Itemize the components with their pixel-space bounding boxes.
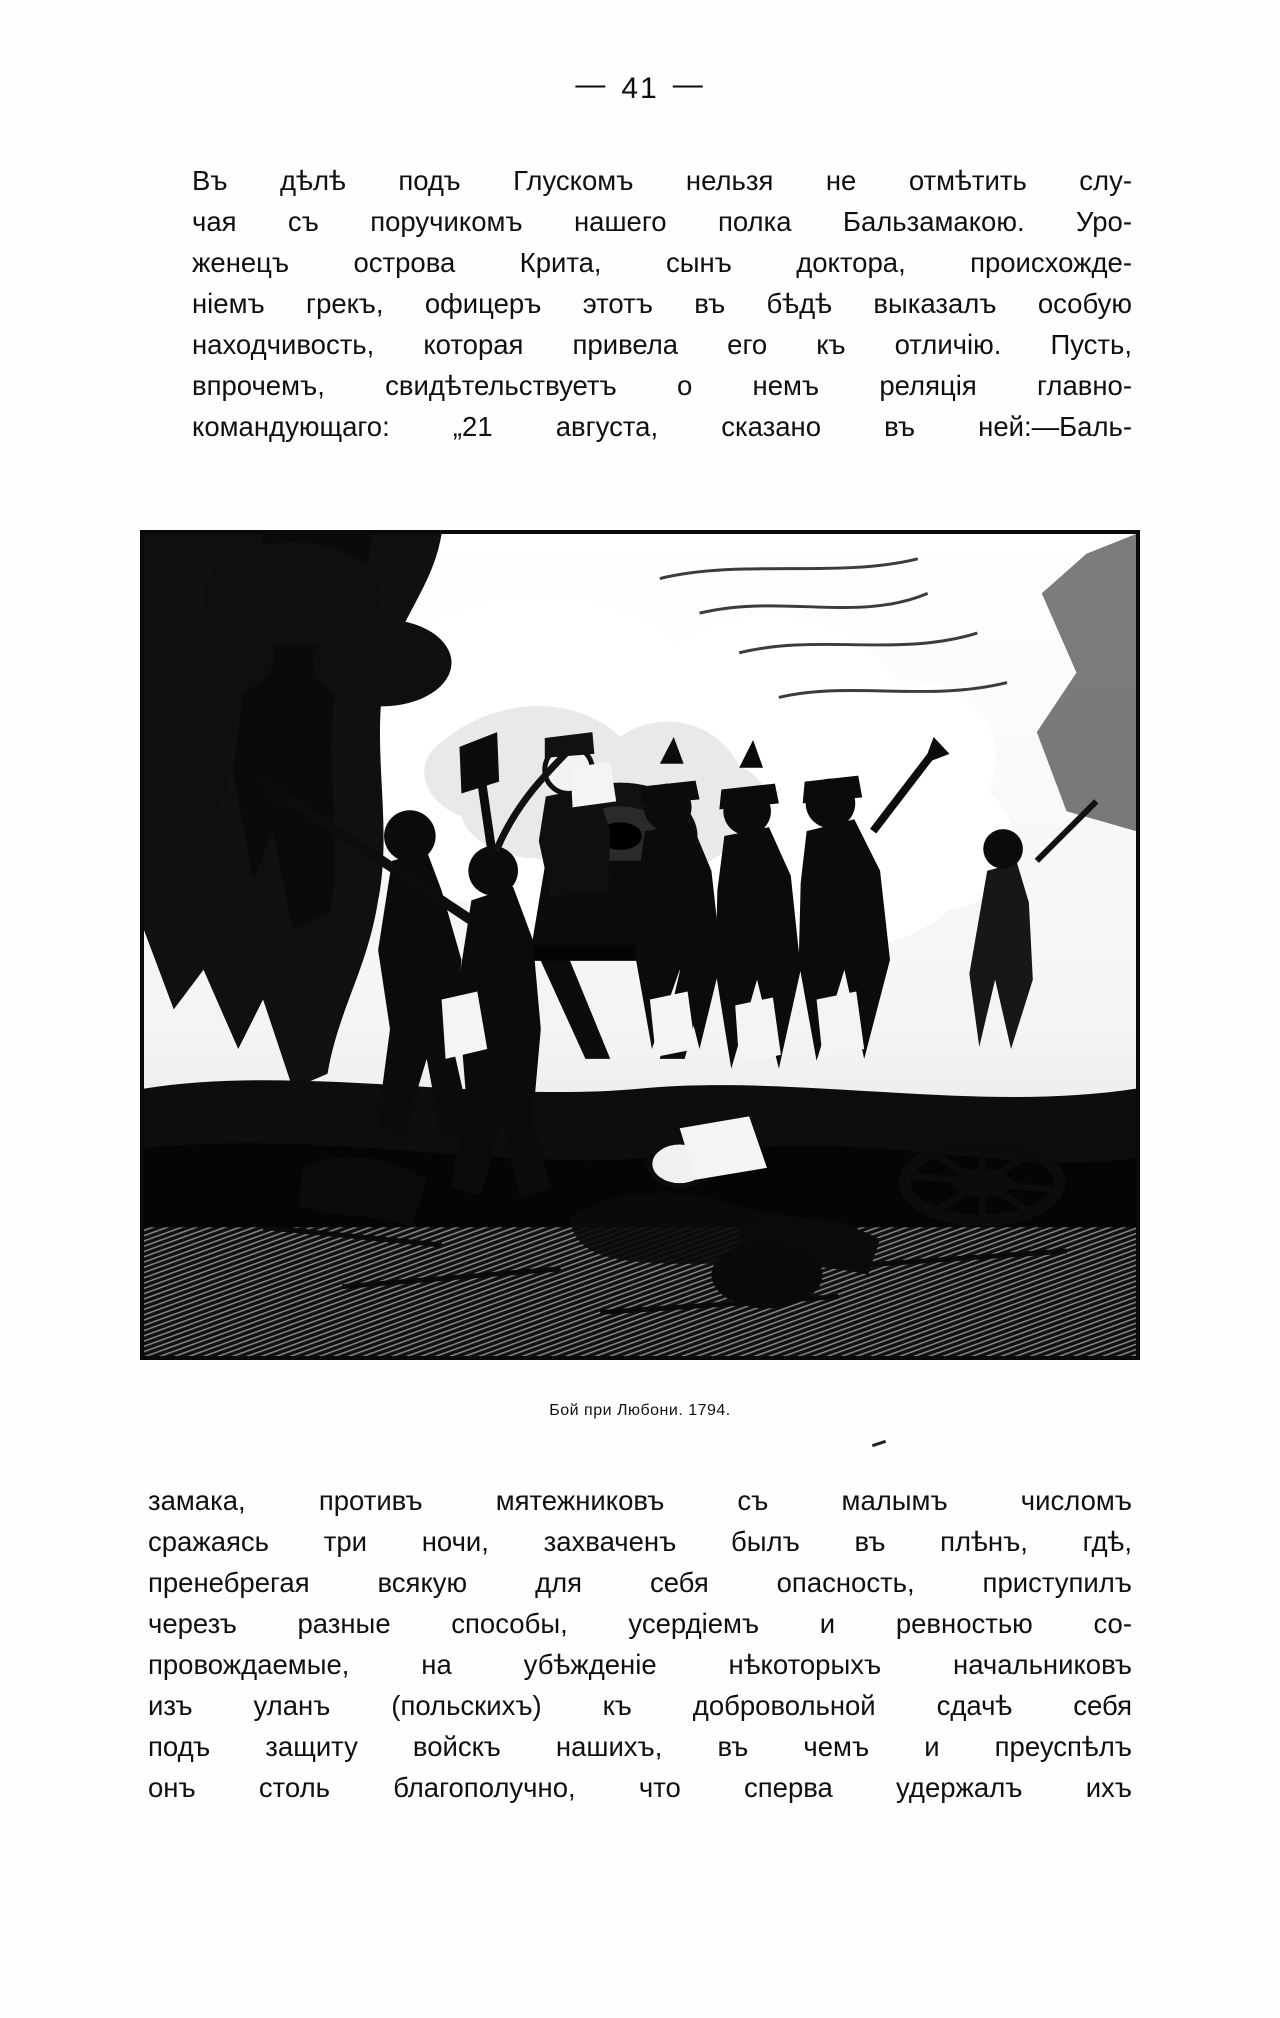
- paragraph-top-body: [148, 160, 1132, 447]
- text-line: провождаемые, на убѣжденіе нѣкоторыхъ начальниковъ: [148, 1649, 1132, 1680]
- figure-caption: Бой при Любони. 1794.: [549, 1402, 731, 1419]
- paragraph-bottom-body: [148, 1480, 1132, 1808]
- text-line: пренебрегая всякую для себя опасность, приступилъ: [148, 1567, 1132, 1598]
- text-line: изъ уланъ (польскихъ) къ добровольной сдачѣ себя: [148, 1690, 1132, 1721]
- battle-engraving-illustration: [144, 534, 1136, 1356]
- text-line: Въ дѣлѣ подъ Глускомъ нельзя не отмѣтить слу-: [192, 165, 1132, 196]
- figure: [140, 530, 1140, 1420]
- text-line: находчивость, которая привела его къ отличію. Пусть,: [192, 329, 1132, 360]
- text-line: командующаго: „21 августа, сказано въ ней:—Баль-: [192, 411, 1132, 442]
- text-line: подъ защиту войскъ нашихъ, въ чемъ и преуспѣлъ: [148, 1731, 1132, 1762]
- text-line: черезъ разные способы, усердіемъ и ревностью со-: [148, 1608, 1132, 1639]
- paragraph-top: [148, 160, 1132, 447]
- text-line: сражаясь три ночи, захваченъ былъ въ плѣнъ, гдѣ,: [148, 1526, 1132, 1557]
- text-line: ніемъ грекъ, офицеръ этотъ въ бѣдѣ выказалъ особую: [192, 288, 1132, 319]
- page-number-dash-right: —: [672, 68, 705, 101]
- page-number: [0, 68, 1280, 106]
- text-line: онъ столь благополучно, что сперва удержалъ ихъ: [148, 1772, 1132, 1803]
- stray-ink-mark: [872, 1440, 886, 1447]
- text-line: чая съ поручикомъ нашего полка Бальзамакою. Уро-: [192, 206, 1132, 237]
- figure-image: [140, 530, 1140, 1360]
- page-number-value: 41: [621, 72, 659, 105]
- text-line: впрочемъ, свидѣтельствуетъ о немъ реляція главно-: [192, 370, 1132, 401]
- text-line: женецъ острова Крита, сынъ доктора, происхожде-: [192, 247, 1132, 278]
- paragraph-bottom: [148, 1480, 1132, 1808]
- text-line: замака, противъ мятежниковъ съ малымъ числомъ: [148, 1485, 1132, 1516]
- page-number-dash-left: —: [575, 68, 608, 101]
